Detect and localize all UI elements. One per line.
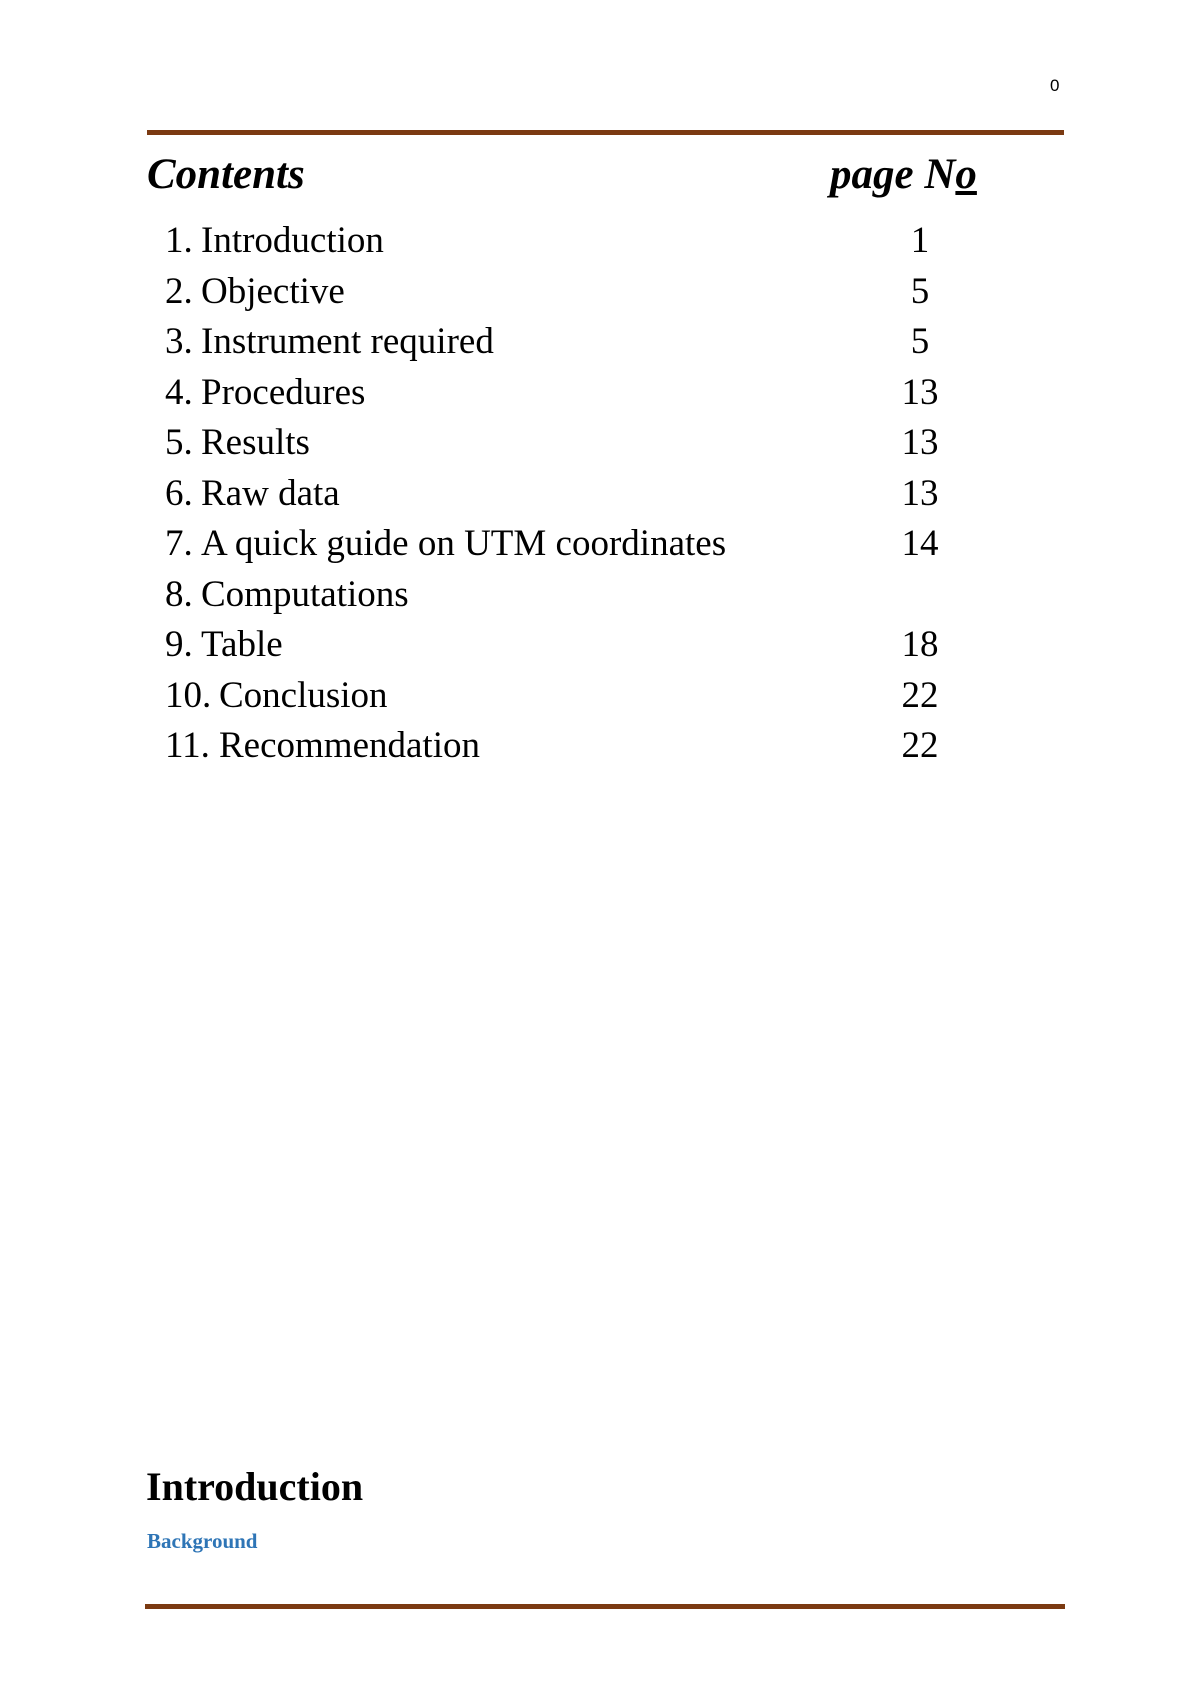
toc-item-title: Instrument required <box>201 321 494 362</box>
toc-item-number: 9. <box>165 624 193 665</box>
toc-list <box>165 216 965 772</box>
toc-item[interactable] <box>165 216 965 267</box>
toc-item-number: 2. <box>165 270 193 312</box>
toc-item-page: 13 <box>901 371 939 413</box>
toc-item-number: 3. <box>165 321 193 362</box>
toc-item-page: 22 <box>901 725 939 766</box>
toc-item-number: 7. <box>165 523 193 564</box>
toc-item-title: Results <box>201 422 310 463</box>
toc-item[interactable] <box>165 570 965 621</box>
toc-item-title: Procedures <box>201 371 366 413</box>
page-number: 0 <box>1050 76 1060 95</box>
toc-item-number: 6. <box>165 472 193 514</box>
toc-item[interactable] <box>165 671 965 722</box>
page-column-label-text: page N <box>830 151 956 198</box>
toc-item-page: 22 <box>901 674 939 716</box>
toc-item-page: 5 <box>910 270 930 312</box>
toc-heading-row <box>147 148 1007 202</box>
toc-item-title: Conclusion <box>219 674 388 716</box>
toc-item-title: Table <box>201 624 283 665</box>
subsection-heading-background: Background <box>147 1529 258 1553</box>
toc-item[interactable] <box>165 418 965 469</box>
toc-item-title: A quick guide on UTM coordinates <box>201 523 727 564</box>
toc-item-title: Computations <box>201 573 409 615</box>
toc-item-number: 1. <box>165 220 193 261</box>
toc-page-column-label <box>830 148 977 202</box>
toc-item-number: 4. <box>165 371 193 413</box>
toc-item-number: 5. <box>165 422 193 463</box>
toc-item-title: Objective <box>201 270 345 312</box>
toc-item-page: 5 <box>910 321 930 362</box>
toc-item[interactable] <box>165 620 965 671</box>
footer-rule <box>145 1604 1065 1609</box>
toc-item[interactable] <box>165 721 965 772</box>
section-heading-introduction: Introduction <box>146 1464 364 1509</box>
toc-item[interactable] <box>165 519 965 570</box>
page-column-label-suffix: o <box>955 151 977 198</box>
toc-item[interactable] <box>165 267 965 318</box>
toc-item[interactable] <box>165 317 965 368</box>
toc-item[interactable] <box>165 469 965 520</box>
toc-item-page: 13 <box>901 472 939 514</box>
toc-item-page: 1 <box>910 220 930 261</box>
toc-item-title: Introduction <box>201 220 384 261</box>
toc-item[interactable] <box>165 368 965 419</box>
toc-item-page: 18 <box>901 624 939 665</box>
toc-item-title: Raw data <box>201 472 340 514</box>
header-rule <box>147 130 1064 135</box>
toc-item-number: 8. <box>165 573 193 615</box>
toc-item-page: 14 <box>901 523 939 564</box>
toc-item-number: 10. <box>165 674 212 716</box>
toc-item-number: 11. <box>165 725 210 766</box>
toc-item-title: Recommendation <box>219 725 480 766</box>
toc-item-page: 13 <box>901 422 939 463</box>
toc-title: Contents <box>147 151 305 198</box>
